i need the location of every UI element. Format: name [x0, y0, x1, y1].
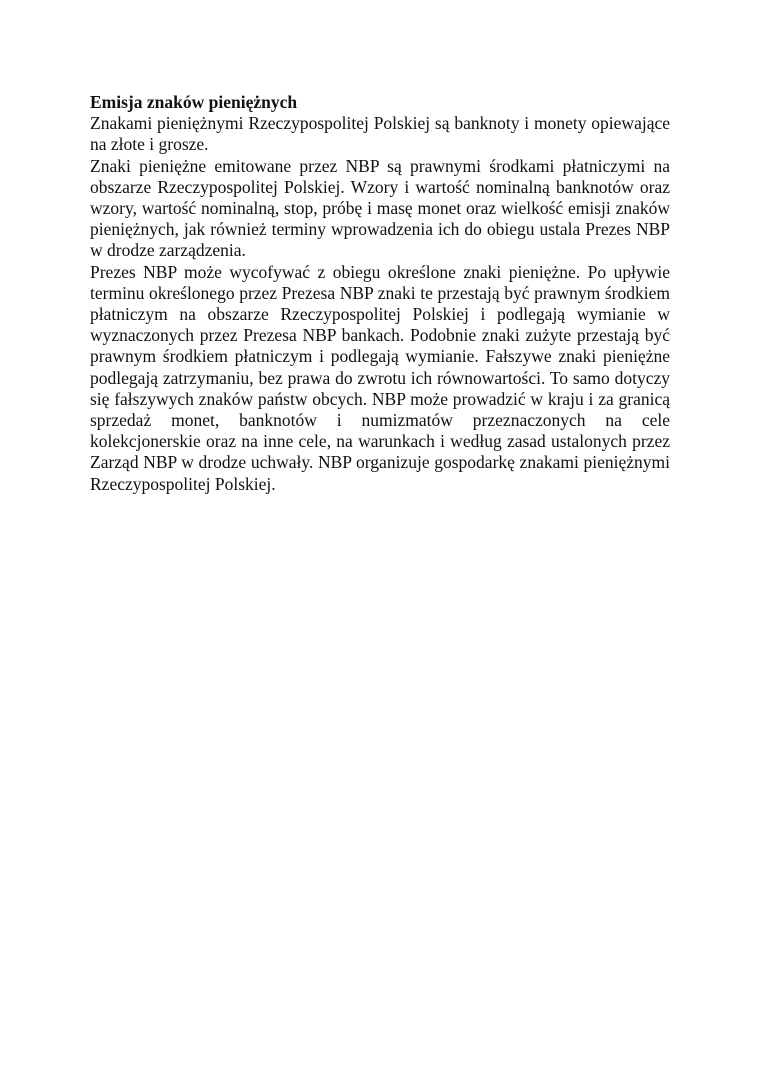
paragraph-3: Prezes NBP może wycofywać z obiegu określone znaki pieniężne. Po upływie terminu określonego przez Prezesa NBP znaki te przestają być prawnym środkiem płatniczym na obszarze Rzeczypospolitej Polskiej i podlegają wymianie w wyznaczonych przez Prezesa NBP bankach. Podobnie znaki zużyte przestają być prawnym środkiem płatniczym i podlegają wymianie. Fałszywe znaki pieniężne podlegają zatrzymaniu, bez prawa do zwrotu ich równowartości. To samo dotyczy się fałszywych znaków państw obcych. NBP może prowadzić w kraju i za granicą sprzedaż monet, banknotów i numizmatów przeznaczonych na cele kolekcjonerskie oraz na inne cele, na warunkach i według zasad ustalonych przez Zarząd NBP w drodze uchwały. NBP organizuje gospodarkę znakami pieniężnymi Rzeczypospolitej Polskiej.	[90, 261, 670, 494]
document-title: Emisja znaków pieniężnych	[90, 92, 298, 112]
paragraph-2: Znaki pieniężne emitowane przez NBP są prawnymi środkami płatniczymi na obszarze Rzeczypospolitej Polskiej. Wzory i wartość nominalną banknotów oraz wzory, wartość nominalną, stop, próbę i masę monet oraz wielkość emisji znaków pieniężnych, jak również terminy wprowadzenia ich do obiegu ustala Prezes NBP w drodze zarządzenia.	[90, 155, 670, 261]
paragraph-1: Znakami pieniężnymi Rzeczypospolitej Polskiej są banknoty i monety opiewające na złote i grosze.	[90, 113, 670, 155]
document-body	[90, 92, 670, 495]
